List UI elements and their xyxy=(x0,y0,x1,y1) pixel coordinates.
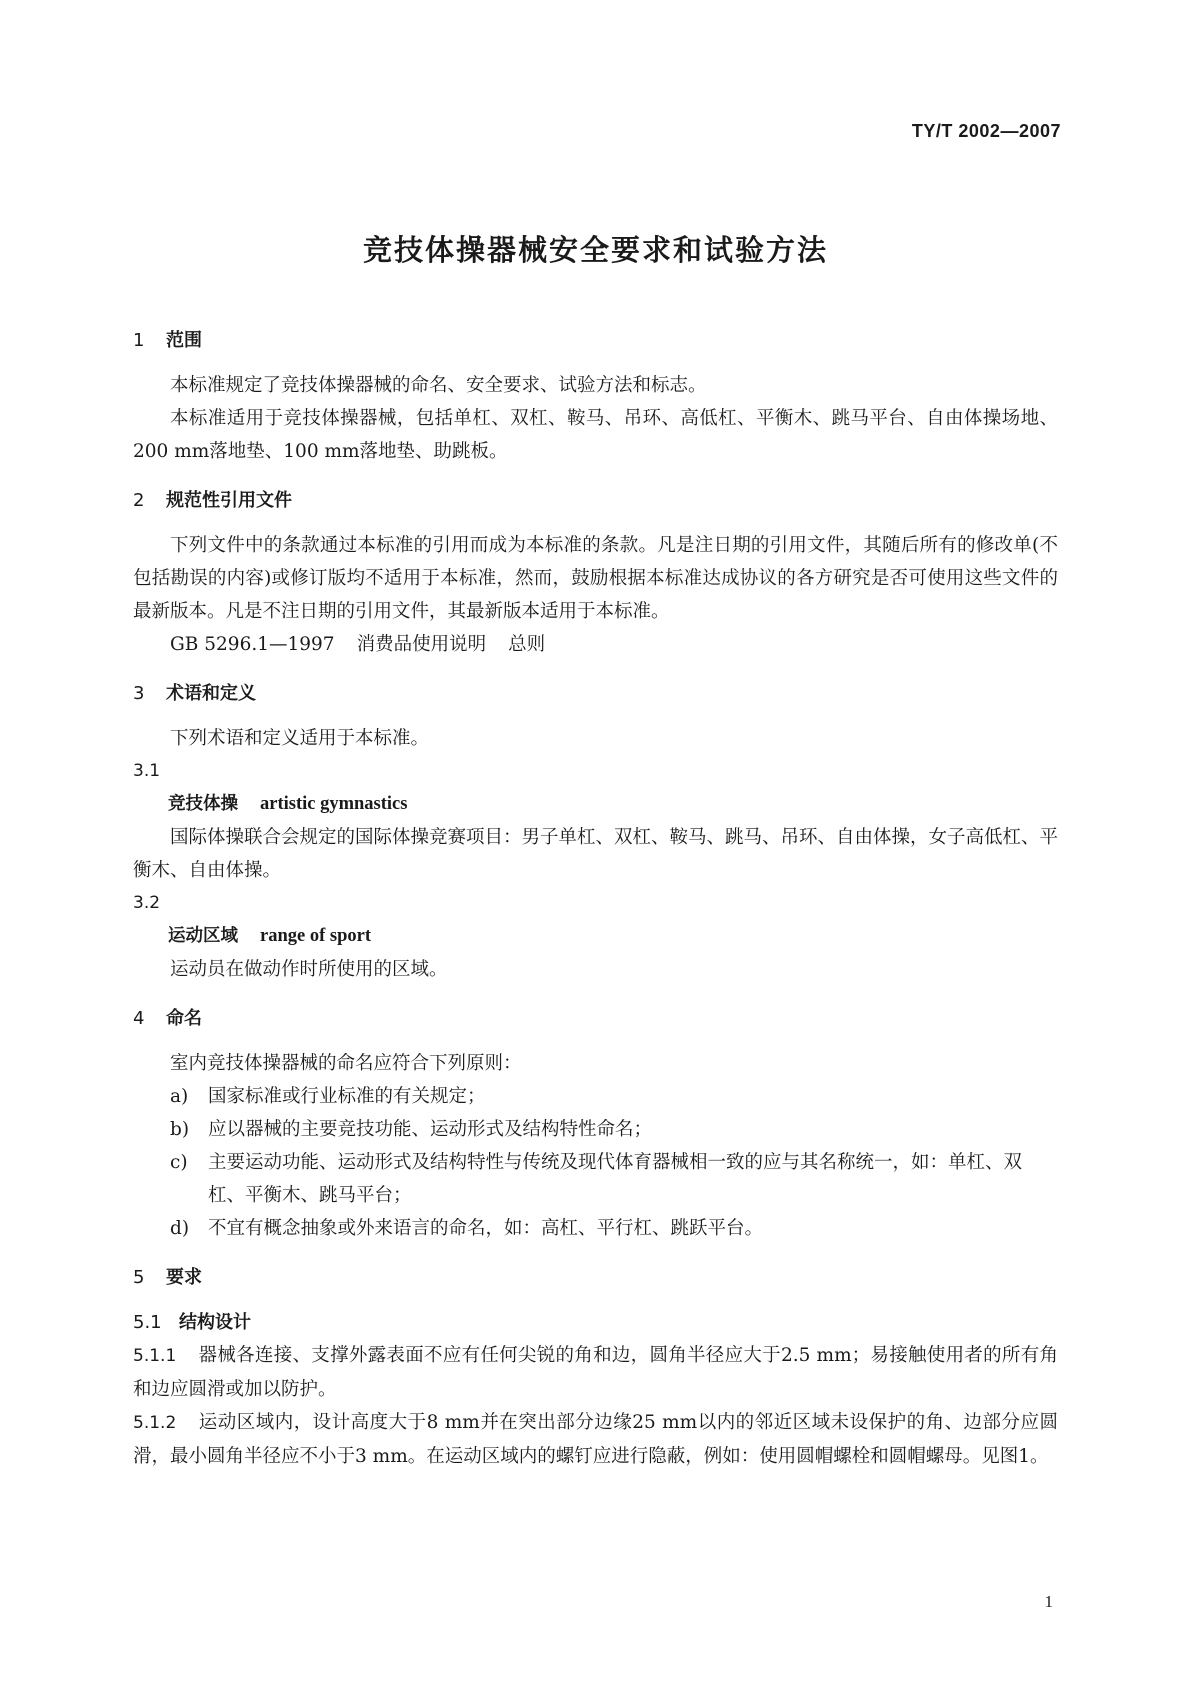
list-text: 主要运动功能、运动形式及结构特性与传统及现代体育器械相一致的应与其名称统一，如：单杠、双杠、平衡木、跳马平台； xyxy=(208,1152,1023,1206)
clause-number: 5.1.1 xyxy=(133,1346,177,1366)
section-title: 范围 xyxy=(166,330,202,351)
reference-code: GB 5296.1—1997 xyxy=(170,634,335,655)
paragraph: 下列术语和定义适用于本标准。 xyxy=(170,728,430,749)
section-3-heading xyxy=(133,677,1058,710)
section-title: 术语和定义 xyxy=(166,683,256,704)
list-item xyxy=(133,1212,1058,1245)
page-number: 1 xyxy=(1044,1592,1053,1611)
section-number: 5 xyxy=(133,1267,145,1288)
section-2-heading xyxy=(133,484,1058,517)
list-text: 应以器械的主要竞技功能、运动形式及结构特性命名； xyxy=(208,1119,653,1140)
list-marker: d) xyxy=(170,1218,190,1239)
list-item xyxy=(133,1146,1058,1212)
clause-text: 运动区域内，设计高度大于8 mm并在突出部分边缘25 mm以内的邻近区域未设保护的角、边部分应圆滑，最小圆角半径应不小于3 mm。在运动区域内的螺钉应进行隐蔽，例如：使用圆帽螺栓和圆帽螺母。见图1。 xyxy=(133,1412,1058,1467)
list-item xyxy=(133,1113,1058,1146)
term-chinese: 运动区域 xyxy=(168,926,238,946)
clause xyxy=(133,1406,1058,1473)
section-number: 2 xyxy=(133,490,145,511)
clause xyxy=(133,1339,1058,1406)
paragraph: 下列文件中的条款通过本标准的引用而成为本标准的条款。凡是注日期的引用文件，其随后所有的修改单(不包括勘误的内容)或修订版均不适用于本标准，然而，鼓励根据本标准达成协议的各方研究是否可使用这些文件的最新版本。凡是不注日期的引用文件，其最新版本适用于本标准。 xyxy=(133,535,1058,622)
term-english: artistic gymnastics xyxy=(260,794,408,814)
paragraph: 室内竞技体操器械的命名应符合下列原则： xyxy=(170,1053,522,1074)
section-title: 命名 xyxy=(166,1008,202,1029)
term-entry xyxy=(133,920,1058,953)
subsection-number: 5.1 xyxy=(133,1312,162,1333)
subsection-heading xyxy=(133,1306,1058,1339)
standard-code: TY/T 2002—2007 xyxy=(911,121,1061,141)
section-number: 1 xyxy=(133,330,145,351)
paragraph: 本标准适用于竞技体操器械，包括单杠、双杠、鞍马、吊环、高低杠、平衡木、跳马平台、自由体操场地、200 mm落地垫、100 mm落地垫、助跳板。 xyxy=(133,408,1058,462)
list-marker: c) xyxy=(170,1152,188,1173)
section-number: 4 xyxy=(133,1008,145,1029)
term-number: 3.2 xyxy=(133,893,161,913)
list-marker: a) xyxy=(170,1086,189,1107)
document-body xyxy=(133,324,1058,1473)
term-definition: 国际体操联合会规定的国际体操竞赛项目：男子单杠、双杠、鞍马、跳马、吊环、自由体操，女子高低杠、平衡木、自由体操。 xyxy=(133,827,1059,881)
reference-title: 消费品使用说明 xyxy=(356,634,487,655)
list-marker: b) xyxy=(170,1119,190,1140)
section-title: 要求 xyxy=(166,1267,202,1288)
normative-reference xyxy=(133,628,1058,661)
list-text: 不宜有概念抽象或外来语言的命名，如：高杠、平行杠、跳跃平台。 xyxy=(208,1218,764,1239)
clause-text: 器械各连接、支撑外露表面不应有任何尖锐的角和边，圆角半径应大于2.5 mm；易接触使用者的所有角和边应圆滑或加以防护。 xyxy=(133,1345,1058,1400)
section-1-heading xyxy=(133,324,1058,357)
list-item xyxy=(133,1080,1058,1113)
term-chinese: 竞技体操 xyxy=(168,794,238,814)
list-text: 国家标准或行业标准的有关规定； xyxy=(208,1086,486,1107)
section-4-heading xyxy=(133,1002,1058,1035)
term-definition: 运动员在做动作时所使用的区域。 xyxy=(170,959,448,980)
term-english: range of sport xyxy=(260,926,371,946)
section-number: 3 xyxy=(133,683,145,704)
term-number: 3.1 xyxy=(133,761,161,781)
paragraph: 本标准规定了竞技体操器械的命名、安全要求、试验方法和标志。 xyxy=(170,375,707,396)
section-title: 规范性引用文件 xyxy=(166,490,292,511)
clause-number: 5.1.2 xyxy=(133,1413,177,1433)
section-5-heading xyxy=(133,1261,1058,1294)
term-entry xyxy=(133,788,1058,821)
subsection-title: 结构设计 xyxy=(179,1312,251,1333)
document-title: 竞技体操器械安全要求和试验方法 xyxy=(362,233,828,267)
reference-subtitle: 总则 xyxy=(508,634,546,655)
